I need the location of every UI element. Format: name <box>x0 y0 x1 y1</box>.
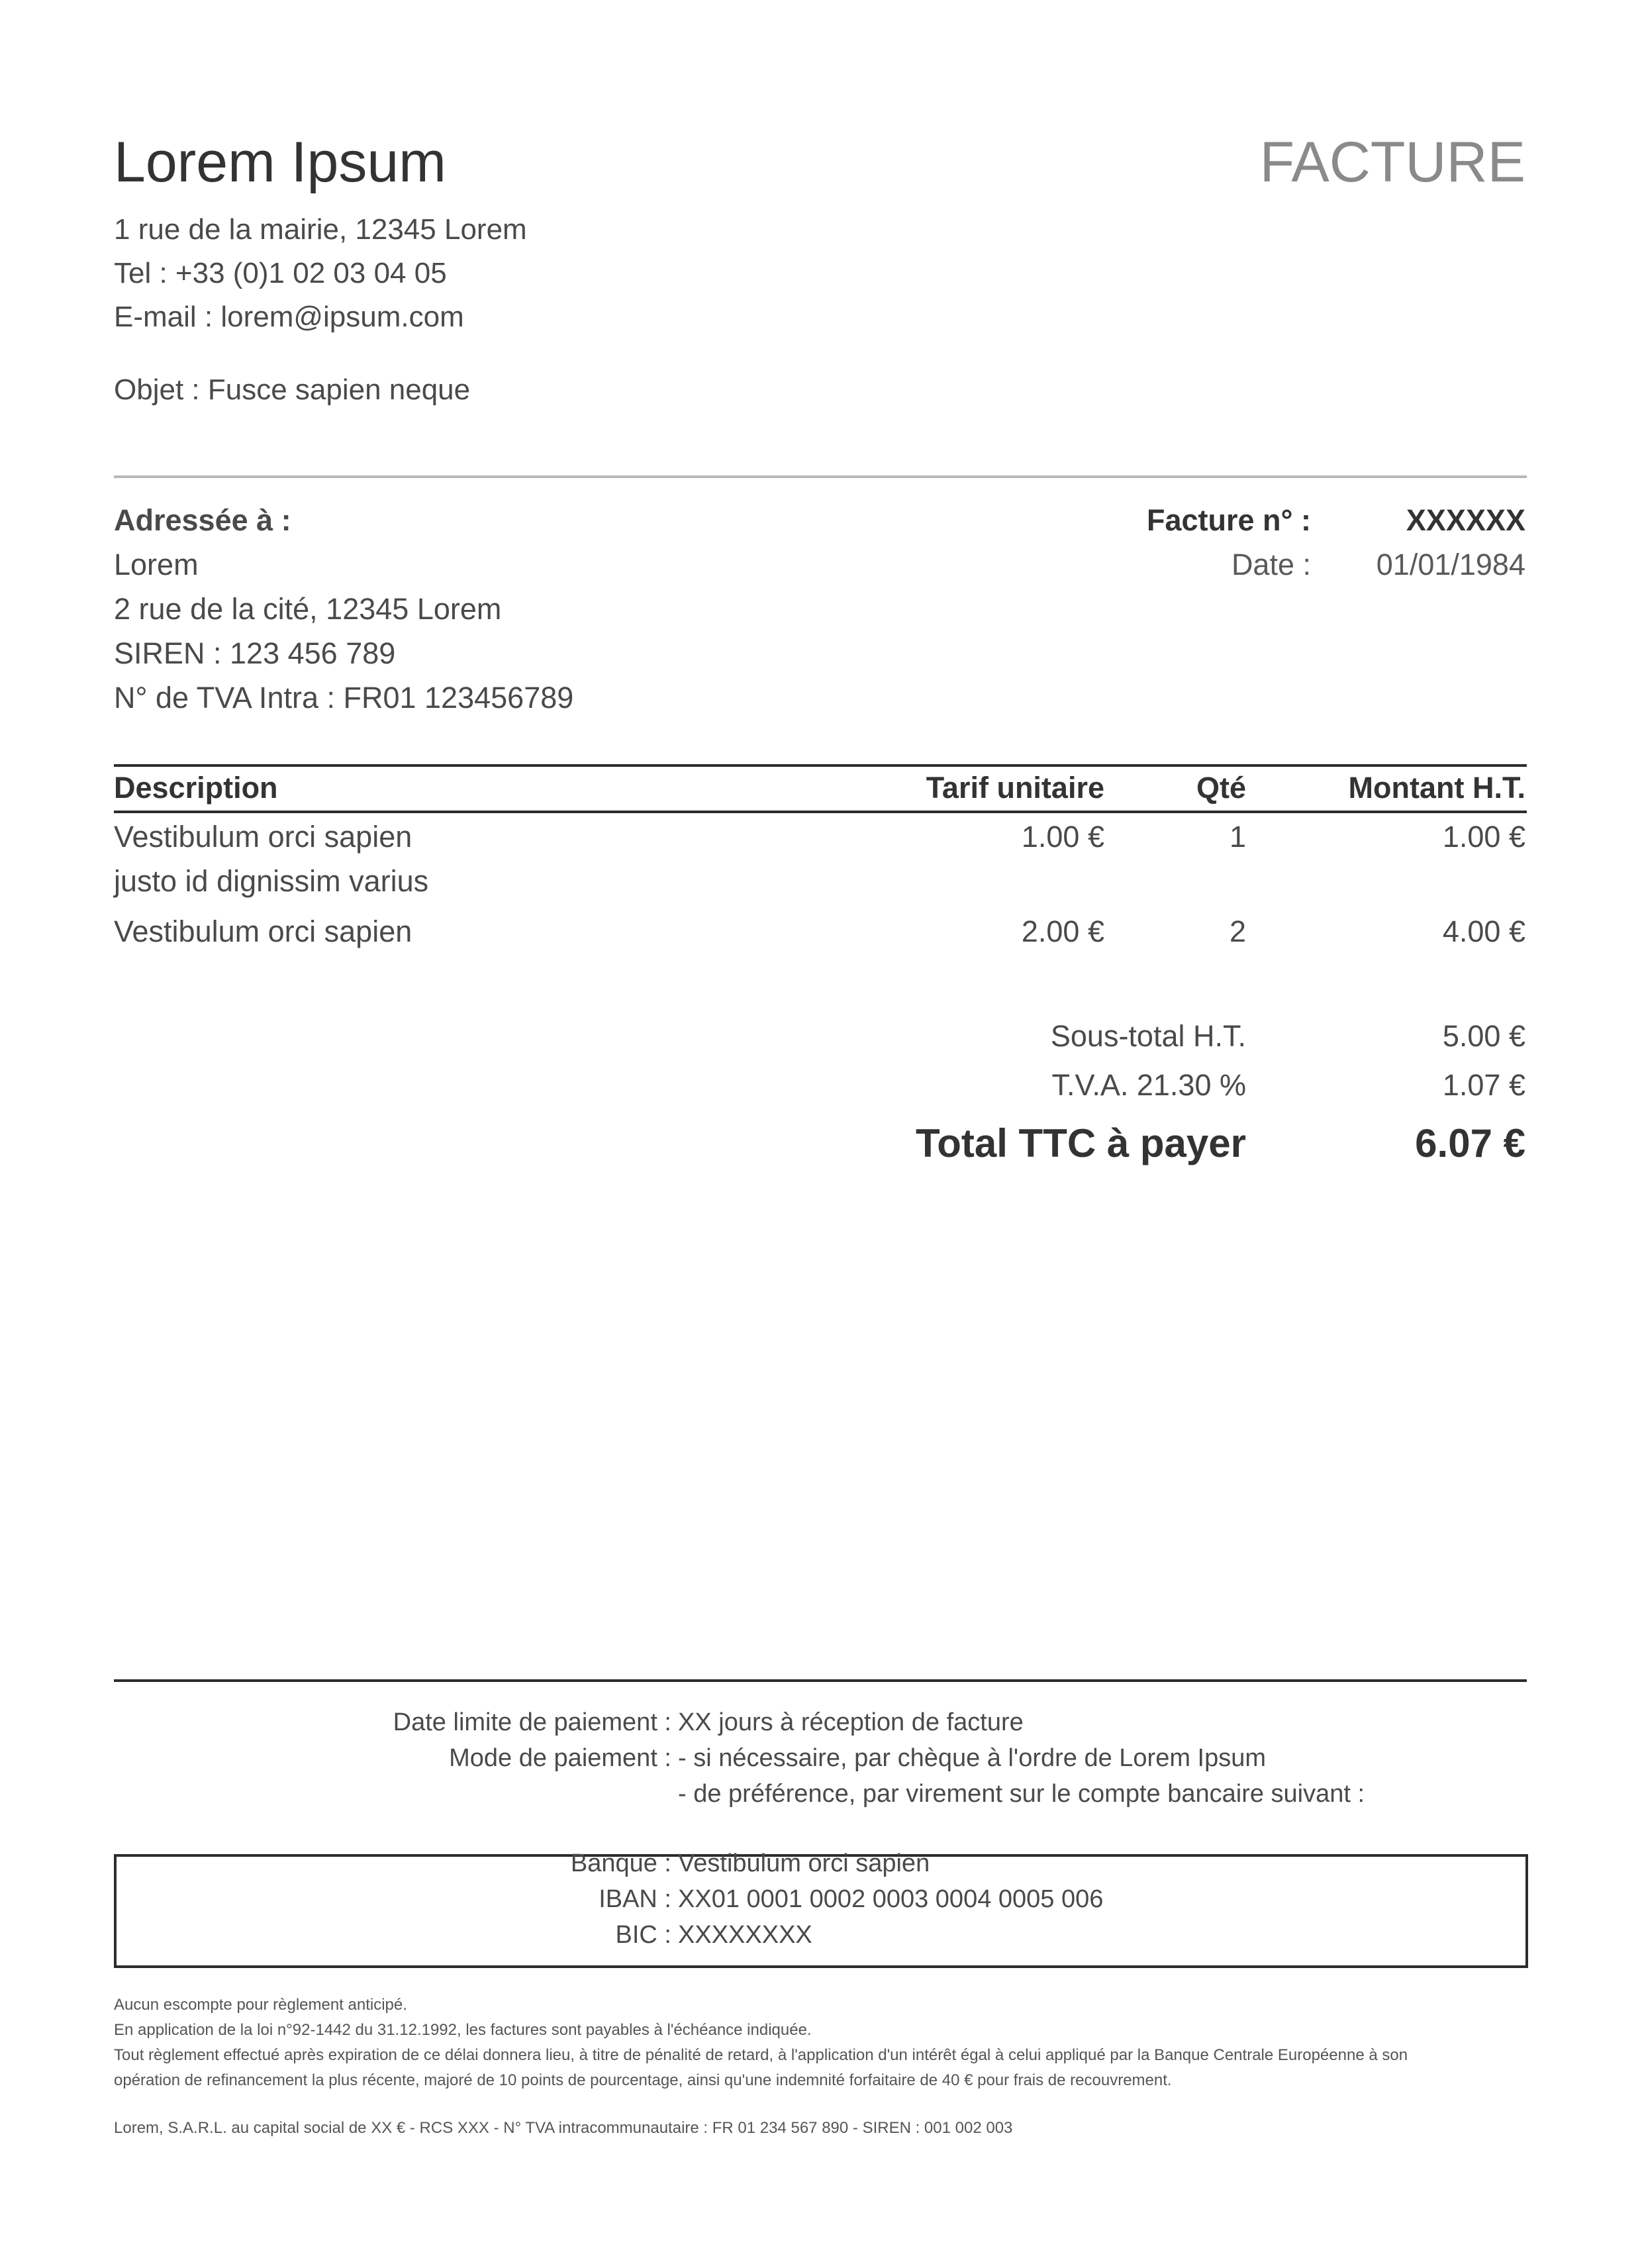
iban-label: IBAN : <box>599 1885 671 1913</box>
payment-deadline-value: XX jours à réception de facture <box>678 1708 1024 1736</box>
total-value: 6.07 € <box>1415 1121 1525 1165</box>
header-amount: Montant H.T. <box>1348 771 1525 805</box>
recipient-name: Lorem <box>114 548 199 581</box>
row-1-description: Vestibulum orci sapien <box>114 820 412 854</box>
legal-penalty-line1: Tout règlement effectué après expiration de ce délai donnera lieu, à titre de pénalité de retard, à l'application d'un intérêt égal à celui appliqué par la Banque Centrale Européenne à son <box>114 2046 1408 2064</box>
header-quantity: Qté <box>1196 771 1246 805</box>
bic-value: XXXXXXXX <box>678 1921 812 1949</box>
vat-value: 1.07 € <box>1442 1068 1525 1102</box>
legal-payment-law: En application de la loi n°92-1442 du 31.12.1992, les factures sont payables à l'échéance indiquée. <box>114 2021 812 2039</box>
payment-deadline-label: Date limite de paiement : <box>393 1708 671 1736</box>
row-1-quantity: 1 <box>1229 820 1246 854</box>
row-2-unit-price: 2.00 € <box>1021 914 1104 948</box>
bic-label: BIC : <box>615 1921 671 1949</box>
total-label: Total TTC à payer <box>916 1121 1246 1165</box>
company-email: E-mail : lorem@ipsum.com <box>114 301 464 333</box>
iban-value: XX01 0001 0002 0003 0004 0005 006 <box>678 1885 1104 1913</box>
legal-penalty-line2: opération de refinancement la plus récente, majoré de 10 points de pourcentage, ainsi qu'une indemnité forfaitaire de 40 € pour frais de recouvrement. <box>114 2071 1172 2089</box>
row-2-amount: 4.00 € <box>1442 914 1525 948</box>
company-phone: Tel : +33 (0)1 02 03 04 05 <box>114 257 447 289</box>
payment-mode-label: Mode de paiement : <box>449 1744 671 1772</box>
document-type-title: FACTURE <box>1259 130 1525 194</box>
table-top-rule <box>114 764 1527 767</box>
invoice-subject: Objet : Fusce sapien neque <box>114 373 471 406</box>
invoice-number-value: XXXXXX <box>1406 503 1525 537</box>
row-2-quantity: 2 <box>1229 914 1246 948</box>
vat-label: T.V.A. 21.30 % <box>1051 1068 1246 1102</box>
header-description: Description <box>114 771 278 805</box>
row-1-description-line2: justo id dignissim varius <box>114 864 429 898</box>
recipient-siren: SIREN : 123 456 789 <box>114 636 396 670</box>
row-2-description: Vestibulum orci sapien <box>114 914 412 948</box>
row-1-amount: 1.00 € <box>1442 820 1525 854</box>
bank-value: Vestibulum orci sapien <box>678 1849 930 1877</box>
payment-divider <box>114 1679 1527 1682</box>
recipient-address: 2 rue de la cité, 12345 Lorem <box>114 592 502 626</box>
table-header-rule <box>114 811 1527 813</box>
company-address: 1 rue de la mairie, 12345 Lorem <box>114 213 527 246</box>
invoice-date-value: 01/01/1984 <box>1376 548 1525 581</box>
company-name: Lorem Ipsum <box>114 130 446 194</box>
bank-label: Banque : <box>570 1849 671 1877</box>
legal-company-info: Lorem, S.A.R.L. au capital social de XX € - RCS XXX - N° TVA intracommunautaire : FR 01 234 567 890 - SIREN : 001 002 003 <box>114 2119 1013 2137</box>
payment-mode-transfer: - de préférence, par virement sur le compte bancaire suivant : <box>678 1780 1365 1808</box>
payment-mode-cheque: - si nécessaire, par chèque à l'ordre de Lorem Ipsum <box>678 1744 1267 1772</box>
invoice-date-label: Date : <box>1231 548 1311 581</box>
subtotal-label: Sous-total H.T. <box>1050 1019 1246 1053</box>
invoice-number-label: Facture n° : <box>1146 503 1311 537</box>
header-unit-price: Tarif unitaire <box>926 771 1104 805</box>
recipient-heading: Adressée à : <box>114 503 291 537</box>
subtotal-value: 5.00 € <box>1442 1019 1525 1053</box>
legal-no-discount: Aucun escompte pour règlement anticipé. <box>114 1996 407 2014</box>
row-1-unit-price: 1.00 € <box>1021 820 1104 854</box>
header-divider <box>114 475 1527 478</box>
recipient-vat: N° de TVA Intra : FR01 123456789 <box>114 681 574 715</box>
